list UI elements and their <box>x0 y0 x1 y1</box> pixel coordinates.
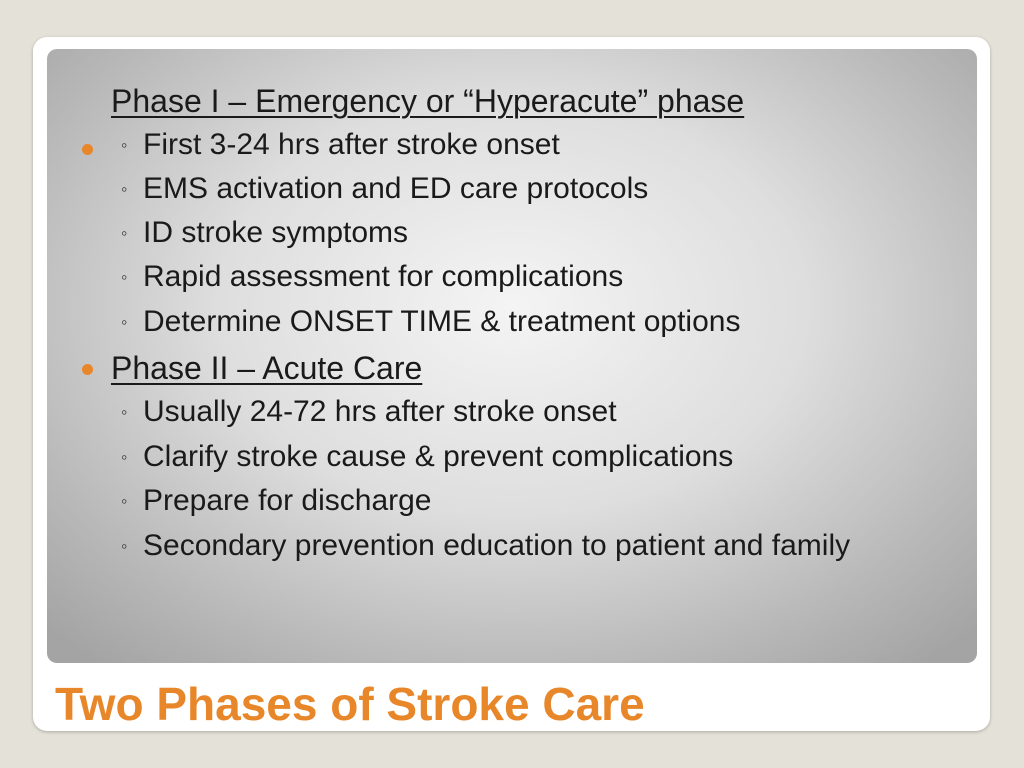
list-item: Clarify stroke cause & prevent complications <box>143 440 734 473</box>
sub-bullet-icon: ◦ <box>121 536 128 556</box>
sub-bullet-icon: ◦ <box>121 267 128 287</box>
bullet-dot-icon <box>82 364 93 375</box>
sub-bullet-icon: ◦ <box>121 179 128 199</box>
section-heading-phase-2: Phase II – Acute Care <box>111 350 423 386</box>
sub-bullet-icon: ◦ <box>121 223 128 243</box>
sub-bullet-icon: ◦ <box>121 402 128 422</box>
sub-bullet-icon: ◦ <box>121 312 128 332</box>
list-item: ID stroke symptoms <box>143 216 409 249</box>
bullet-dot-icon <box>82 144 93 155</box>
list-item: Usually 24-72 hrs after stroke onset <box>143 395 617 428</box>
list-item: Determine ONSET TIME & treatment options <box>143 305 741 338</box>
slide-title: Two Phases of Stroke Care <box>55 678 645 730</box>
section-heading-phase-1: Phase I – Emergency or “Hyperacute” phase <box>111 83 745 119</box>
content-panel <box>47 49 977 663</box>
list-item: Rapid assessment for complications <box>143 260 624 293</box>
list-item: First 3-24 hrs after stroke onset <box>143 128 560 161</box>
sub-bullet-icon: ◦ <box>121 135 128 155</box>
list-item: EMS activation and ED care protocols <box>143 172 649 205</box>
sub-bullet-icon: ◦ <box>121 447 128 467</box>
list-item: Secondary prevention education to patient and family <box>143 529 851 562</box>
sub-bullet-icon: ◦ <box>121 491 128 511</box>
list-item: Prepare for discharge <box>143 484 432 517</box>
